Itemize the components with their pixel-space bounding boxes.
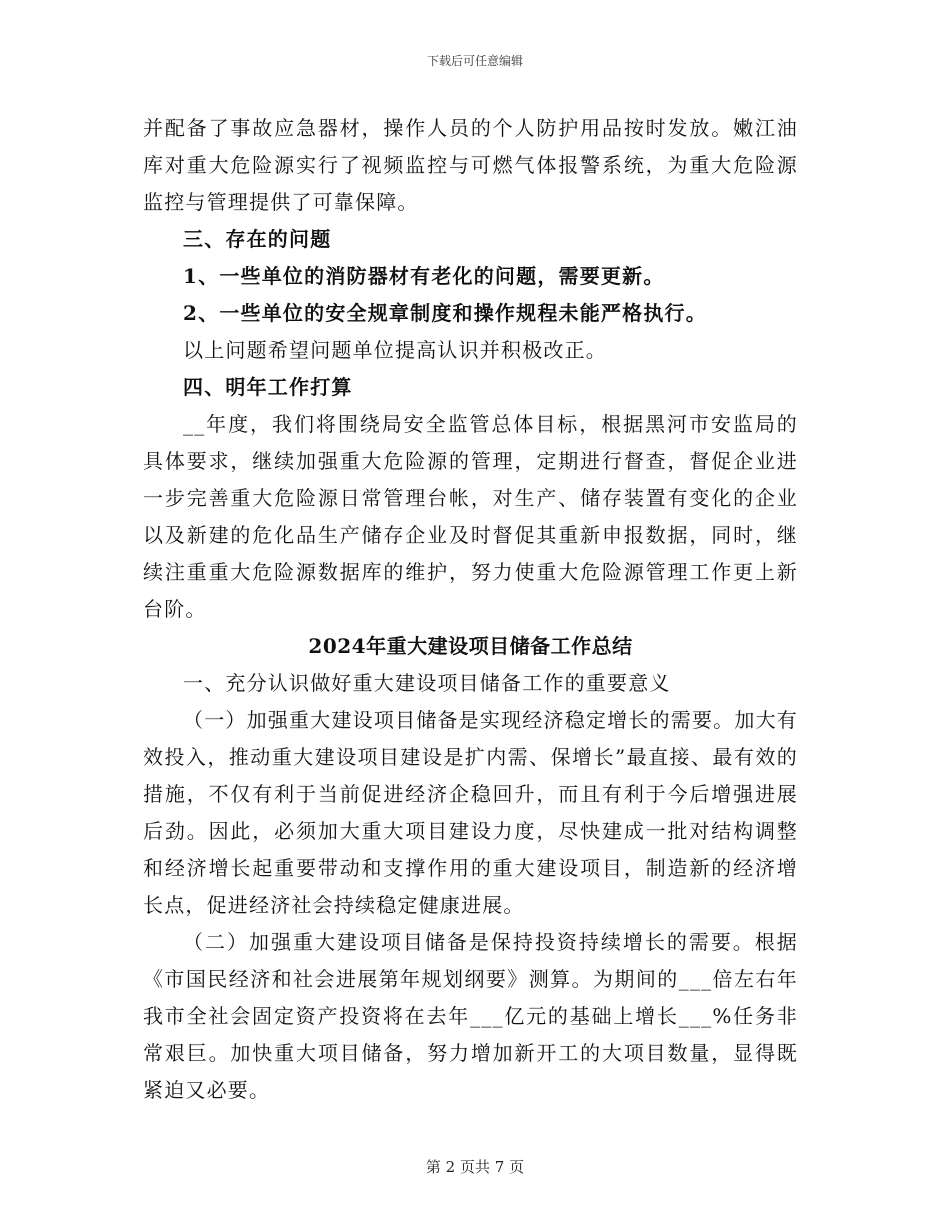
section-heading-significance: 一、充分认识做好重大建设项目储备工作的重要意义 bbox=[183, 671, 671, 695]
section-heading-plan: 四、明年工作打算 bbox=[183, 375, 353, 399]
plan-paragraph: __年度，我们将围绕局安全监管总体目标，根据黑河市安监局的具体要求，继续加强重大危险源的管理，定期进行督查，督促企业进一步完善重大危险源日常管理台帐，对生产、储存装置有变化的企业以及新建的危化品生产储存企业及时督促其重新申报数据，同时，继续注重重大危险源数据库的维护，努力使重大危险源管理工作更上新台阶。 bbox=[143, 412, 798, 621]
problem-item-1: 1、一些单位的消防器材有老化的问题，需要更新。 bbox=[183, 264, 665, 288]
document-title: 2024年重大建设项目储备工作总结 bbox=[308, 634, 633, 658]
paragraph-continuation: 并配备了事故应急器材，操作人员的个人防护用品按时发放。嫩江油库对重大危险源实行了视频监控与可燃气体报警系统，为重大危险源监控与管理提供了可靠保障。 bbox=[143, 116, 798, 214]
document-body bbox=[143, 110, 798, 1109]
problem-item-2: 2、一些单位的安全规章制度和操作规程未能严格执行。 bbox=[183, 301, 707, 325]
page-footer: 第 2 页共 7 页 bbox=[425, 1158, 525, 1176]
section-heading-problems: 三、存在的问题 bbox=[183, 227, 332, 251]
problem-note: 以上问题希望问题单位提高认识并积极改正。 bbox=[183, 338, 607, 362]
paragraph-significance-2: （二）加强重大建设项目储备是保持投资持续增长的需要。根据《市国民经济和社会进展第年规划纲要》测算。为期间的___倍左右年我市全社会固定资产投资将在去年___亿元的基础上增长___%任务非常艰巨。加快重大项目储备，努力增加新开工的大项目数量，显得既紧迫又必要。 bbox=[143, 930, 798, 1102]
paragraph-significance-1: （一）加强重大建设项目储备是实现经济稳定增长的需要。加大有效投入，推动重大建设项目建设是扩内需、保增长”最直接、最有效的措施，不仅有利于当前促进经济企稳回升，而且有利于今后增强进展后劲。因此，必须加大重大项目建设力度，尽快建成一批对结构调整和经济增长起重要带动和支撑作用的重大建设项目，制造新的经济增长点，促进经济社会持续稳定健康进展。 bbox=[143, 708, 798, 917]
page-header: 下载后可任意编辑 bbox=[426, 54, 523, 68]
